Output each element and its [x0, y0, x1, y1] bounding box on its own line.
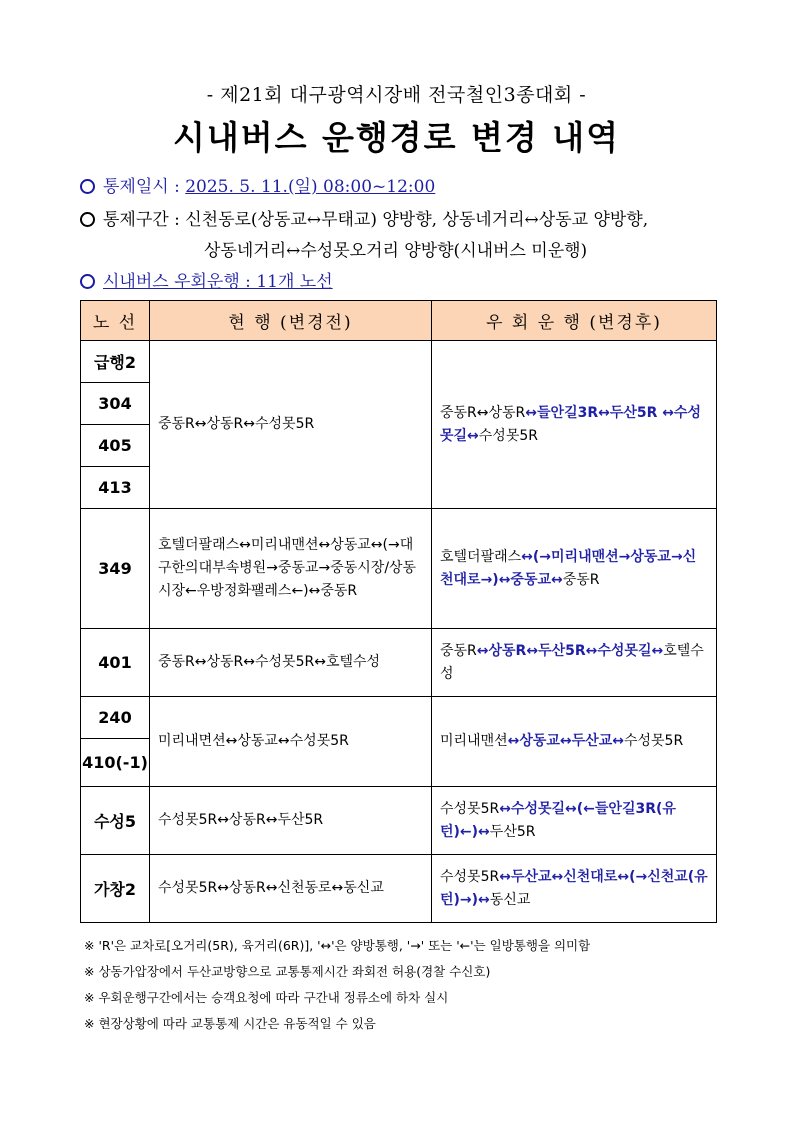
current-route-cell: 중동R↔상동R↔수성못5R↔호텔수성 [150, 629, 432, 697]
table-header-row [81, 301, 717, 341]
event-subtitle: - 제21회 대구광역시장배 전국철인3종대회 - [206, 84, 587, 106]
circle-bullet-icon [80, 179, 95, 194]
table-row [81, 697, 717, 739]
detour-route-cell [432, 697, 717, 787]
detour-segment: 수성못5R [623, 733, 684, 749]
detour-summary-label: 시내버스 우회운행 : 11개 노선 [103, 272, 333, 292]
page-title: 시내버스 운행경로 변경 내역 [172, 118, 620, 157]
circle-bullet-icon [80, 212, 95, 227]
detour-segment: 수성못5R [440, 868, 500, 885]
detour-segment: 호텔더팔래스 [440, 548, 522, 565]
route-number: 304 [81, 383, 150, 425]
table-row [81, 629, 717, 697]
header-detour: 우 회 운 행 (변경후) [432, 301, 717, 341]
notes-section [84, 933, 590, 1037]
detour-highlight-segment: ↔상동교↔두산교↔ [507, 733, 624, 749]
detour-segment: 중동R [440, 642, 477, 659]
route-number: 가창2 [81, 855, 150, 923]
route-number: 413 [81, 467, 150, 509]
route-number: 240 [81, 697, 150, 739]
route-number: 수성5 [81, 787, 150, 855]
route-number: 401 [81, 629, 150, 697]
detour-route-cell [432, 787, 717, 855]
route-number: 405 [81, 425, 150, 467]
control-section-label: 통제구간 : [103, 210, 186, 230]
current-route-cell: 호텔더팔래스↔미리내맨션↔상동교↔(→대구한의대부속병원→중동교→중동시장/상동시장←우방정화팰레스←)↔중동R [150, 509, 432, 629]
control-time-row [80, 172, 435, 197]
route-number: 349 [81, 509, 150, 629]
table-row [81, 787, 717, 855]
control-time-label: 통제일시 : [103, 177, 186, 197]
detour-highlight-segment: ↔상동R↔두산5R↔수성못길↔ [476, 642, 664, 659]
current-route-cell: 수성못5R↔상동R↔두산5R [150, 787, 432, 855]
detour-route-cell [432, 509, 717, 629]
detour-highlight-segment: ↔(→미리내맨션→상동교→신천대로→)↔중동교↔ [440, 548, 697, 588]
detour-highlight-segment: ↔두산교↔신천대로↔(→신천교(유턴)→)↔ [440, 868, 708, 908]
header-current: 현 행 (변경전) [150, 301, 432, 341]
detour-route-cell [432, 855, 717, 923]
note-item: ※ 우회운행구간에서는 승객요청에 따라 구간내 정류소에 하차 실시 [84, 990, 449, 1005]
detour-segment: 호텔수성 [440, 642, 704, 682]
control-section-row [80, 205, 648, 230]
detour-segment: 수성못5R [440, 800, 500, 817]
current-route-cell: 수성못5R↔상동R↔신천동로↔동신교 [150, 855, 432, 923]
detour-segment: 중동R [562, 571, 600, 588]
route-number: 410(-1) [81, 739, 150, 787]
detour-segment: 중동R↔상동R [440, 404, 526, 421]
note-item: ※ 상동가압장에서 두산교방향으로 교통통제시간 좌회전 허용(경찰 수신호) [84, 964, 491, 979]
control-time-value: 2025. 5. 11.(일) 08:00~12:00 [185, 177, 436, 197]
current-route-cell: 중동R↔상동R↔수성못5R [150, 341, 432, 509]
detour-segment: 두산5R [489, 823, 536, 840]
detour-route-cell [432, 629, 717, 697]
header-route: 노 선 [81, 301, 150, 341]
detour-segment: 수성못5R [478, 427, 538, 444]
route-change-table [80, 300, 717, 923]
control-section-line2: 상동네거리↔수성못오거리 양방향(시내버스 미운행) [204, 241, 588, 261]
detour-segment: 동신교 [489, 891, 531, 908]
note-item: ※ 현장상황에 따라 교통통제 시간은 유동적일 수 있음 [84, 1016, 376, 1031]
circle-bullet-icon [80, 274, 95, 289]
detour-highlight-segment: ↔수성못길↔(←들안길3R(유턴)←)↔ [440, 800, 676, 840]
note-item: ※ 'R'은 교차로[오거리(5R), 육거리(6R)], '↔'은 양방통행, '→' 또는 '←'는 일방통행을 의미함 [84, 938, 591, 953]
current-route-cell: 미리내면션↔상동교↔수성못5R [150, 697, 432, 787]
detour-route-cell [432, 341, 717, 509]
detour-segment: 미리내맨션 [440, 733, 508, 749]
table-row [81, 855, 717, 923]
detour-highlight-segment: ↔들안길3R↔두산5R ↔수성못길↔ [440, 404, 702, 444]
table-row [81, 509, 717, 629]
route-number: 급행2 [81, 341, 150, 383]
detour-summary-row [80, 267, 333, 292]
table-row [81, 341, 717, 383]
control-section-line1: 신천동로(상동교↔무태교) 양방향, 상동네거리↔상동교 양방향, [185, 210, 649, 230]
